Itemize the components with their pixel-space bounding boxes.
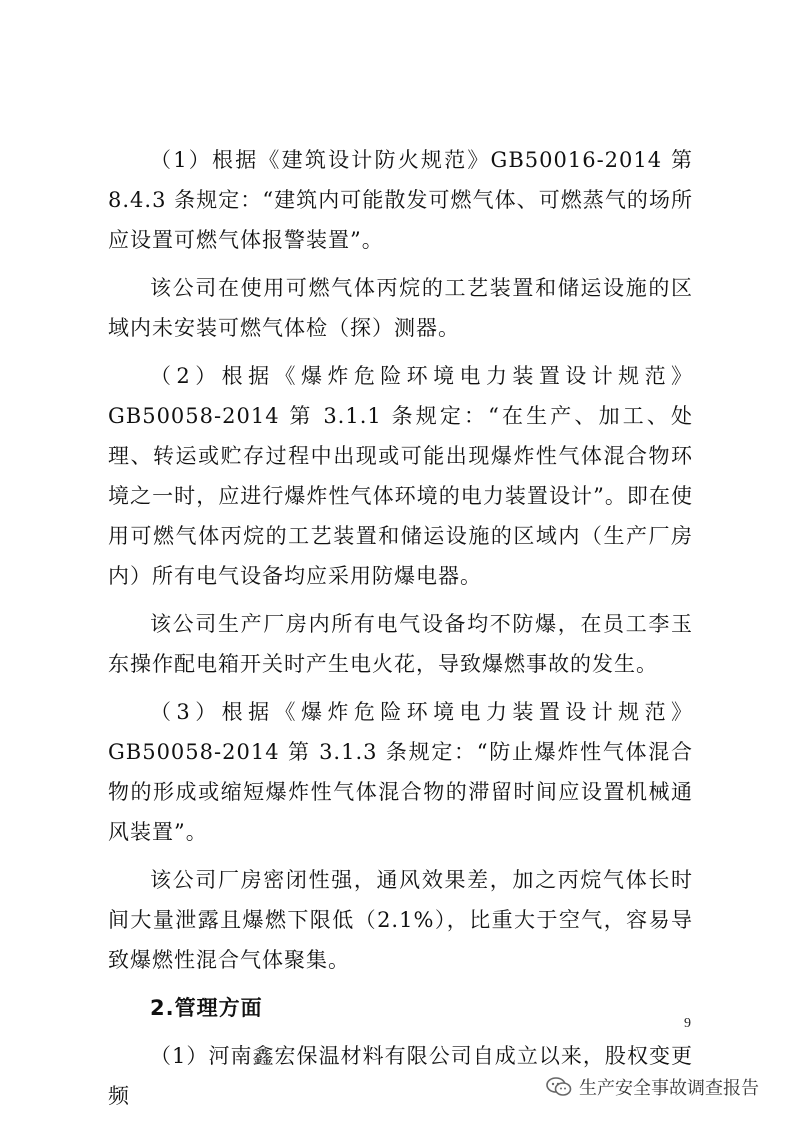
paragraph-1: （1）根据《建筑设计防火规范》GB50016-2014 第 8.4.3 条规定：“建筑内可能散发可燃气体、可燃蒸气的场所应设置可燃气体报警装置”。 [108, 148, 693, 252]
section-heading: 2.管理方面 [150, 996, 263, 1020]
page-number: 9 [684, 1016, 691, 1031]
document-body [108, 140, 693, 1124]
paragraph-3: （2）根据《爆炸危险环境电力装置设计规范》GB50058-2014 第 3.1.1 条规定：“在生产、加工、处理、转运或贮存过程中出现或可能出现爆炸性气体混合物环境之一时，应进行爆炸性气体环境的电力装置设计”。即在使用可燃气体丙烷的工艺装置和储运设施的区域内（生产厂房内）所有电气设备均应采用防爆电器。 [108, 364, 693, 588]
paragraph-7: （1）河南鑫宏保温材料有限公司自成立以来，股权变更频 [108, 1044, 693, 1108]
watermark-text: 生产安全事故调查报告 [579, 1078, 759, 1099]
paragraph-5: （3）根据《爆炸危险环境电力装置设计规范》GB50058-2014 第 3.1.3 条规定：“防止爆炸性气体混合物的形成或缩短爆炸性气体混合物的滞留时间应设置机械通风装置”。 [108, 700, 693, 844]
watermark [545, 1074, 759, 1100]
paragraph-4: 该公司生产厂房内所有电气设备均不防爆，在员工李玉东操作配电箱开关时产生电火花，导致爆燃事故的发生。 [108, 612, 693, 676]
wechat-icon [545, 1076, 573, 1098]
paragraph-2: 该公司在使用可燃气体丙烷的工艺装置和储运设施的区域内未安装可燃气体检（探）测器。 [108, 276, 693, 340]
paragraph-6: 该公司厂房密闭性强，通风效果差，加之丙烷气体长时间大量泄露且爆燃下限低（2.1%），比重大于空气，容易导致爆燃性混合气体聚集。 [108, 868, 693, 972]
